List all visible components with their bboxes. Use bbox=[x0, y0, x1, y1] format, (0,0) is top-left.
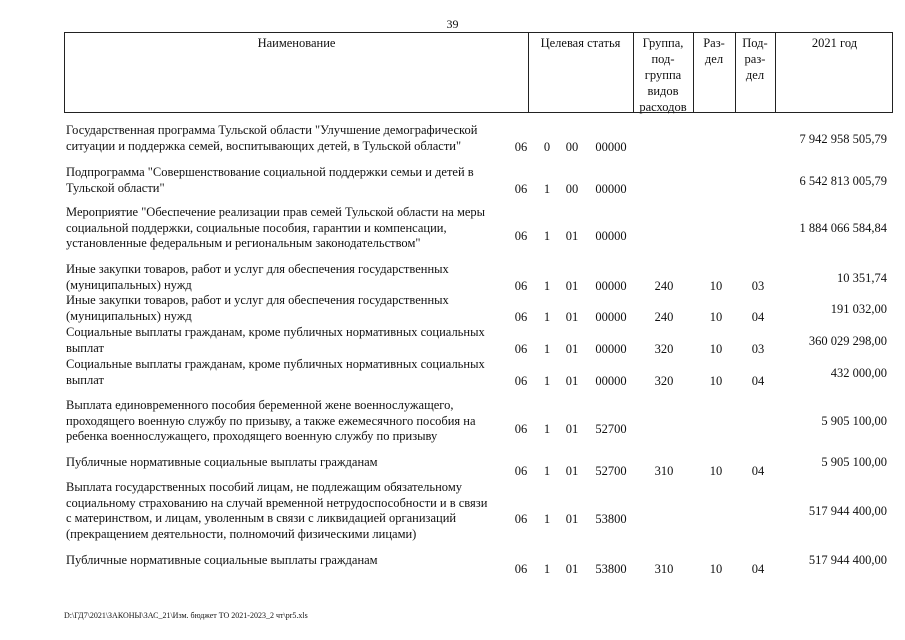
row-name: Публичные нормативные социальные выплаты гражданам bbox=[66, 455, 378, 469]
row-name: Социальные выплаты гражданам, кроме публичных нормативных социальных выплат bbox=[66, 325, 485, 355]
row-c4: 52700 bbox=[595, 463, 627, 478]
row-c2: 1 bbox=[543, 341, 551, 356]
row-amount: 6 542 813 005,79 bbox=[799, 173, 887, 188]
row-name: Государственная программа Тульской области "Улучшение демографической ситуации и поддержка семей, воспитывающих детей, в Тульской области" bbox=[66, 123, 478, 153]
row-c3: 00 bbox=[565, 181, 579, 196]
row-c4: 00000 bbox=[595, 229, 627, 244]
row-c2: 0 bbox=[543, 139, 551, 154]
row-c4: 53800 bbox=[595, 512, 627, 526]
row-c3: 00 bbox=[565, 139, 579, 154]
row-amount: 517 944 400,00 bbox=[808, 504, 887, 518]
row-name: Иные закупки товаров, работ и услуг для обеспечения государственных (муниципальных) нужд bbox=[66, 293, 449, 323]
row-c1: 06 bbox=[514, 139, 528, 154]
row-c4: 00000 bbox=[595, 278, 627, 293]
row-c2: 1 bbox=[543, 181, 551, 196]
row-sec: 10 bbox=[709, 341, 723, 356]
row-name: Иные закупки товаров, работ и услуг для обеспечения государственных (муниципальных) нужд bbox=[66, 262, 449, 292]
row-amount: 191 032,00 bbox=[830, 301, 887, 316]
row-c2: 1 bbox=[543, 373, 551, 388]
row-c3: 01 bbox=[565, 463, 579, 478]
row-name: Мероприятие "Обеспечение реализации прав семей Тульской области на меры социальной поддержки, социальные пособия, гарантии и компенсации, установленные федеральным и региональным законодательством" bbox=[66, 205, 486, 250]
row-c1: 06 bbox=[514, 463, 528, 478]
row-grp: 240 bbox=[654, 309, 674, 324]
row-sub: 04 bbox=[751, 373, 765, 388]
row-c2: 1 bbox=[543, 278, 551, 293]
row-c1: 06 bbox=[514, 561, 528, 576]
header-name: Наименование bbox=[257, 36, 336, 50]
row-c1: 06 bbox=[514, 309, 528, 324]
row-sec: 10 bbox=[709, 373, 723, 388]
row-c1: 06 bbox=[514, 422, 528, 437]
row-sec: 10 bbox=[709, 278, 723, 293]
row-amount: 5 905 100,00 bbox=[821, 414, 887, 429]
row-c3: 01 bbox=[565, 422, 579, 437]
row-sub: 03 bbox=[751, 341, 765, 356]
row-c4: 00000 bbox=[595, 309, 627, 324]
row-c1: 06 bbox=[514, 373, 528, 388]
row-amount: 432 000,00 bbox=[830, 365, 887, 380]
row-amount: 10 351,74 bbox=[837, 270, 887, 285]
row-amount: 5 905 100,00 bbox=[821, 455, 887, 469]
header-year: 2021 год bbox=[811, 36, 858, 50]
row-c4: 52700 bbox=[595, 422, 627, 437]
row-sub: 04 bbox=[751, 463, 765, 478]
row-c3: 01 bbox=[565, 512, 579, 526]
row-name: Социальные выплаты гражданам, кроме публичных нормативных социальных выплат bbox=[66, 357, 485, 387]
header-target: Целевая статья bbox=[540, 36, 621, 50]
row-sub: 04 bbox=[751, 309, 765, 324]
row-amount: 7 942 958 505,79 bbox=[799, 131, 887, 146]
row-sub: 04 bbox=[751, 561, 765, 576]
row-amount: 517 944 400,00 bbox=[808, 553, 887, 567]
header-section: Раз- дел bbox=[703, 36, 725, 66]
header-subsection: Под- раз- дел bbox=[742, 36, 768, 82]
footer-path: D:\ГД7\2021\ЗАКОНЫ\ЗАС_21\Изм. бюджет ТО 2021-2023_2 чт\pr5.xls bbox=[64, 611, 308, 620]
row-c4: 00000 bbox=[595, 139, 627, 154]
row-grp: 310 bbox=[654, 463, 674, 478]
row-grp: 310 bbox=[654, 561, 674, 576]
row-c1: 06 bbox=[514, 512, 528, 526]
row-c2: 1 bbox=[543, 422, 551, 437]
row-c4: 00000 bbox=[595, 181, 627, 196]
row-c2: 1 bbox=[543, 309, 551, 324]
row-c2: 1 bbox=[543, 561, 551, 576]
row-c1: 06 bbox=[514, 278, 528, 293]
row-c4: 00000 bbox=[595, 341, 627, 356]
row-sec: 10 bbox=[709, 463, 723, 478]
row-name: Выплата государственных пособий лицам, не подлежащим обязательному социальному страхованию на случай временной нетрудоспособности и в связи с материнством, и лицам, уволенным в связи с ликвидацией организаций (прекращением деятельности, полномочий физическими лицами) bbox=[66, 480, 488, 541]
row-c2: 1 bbox=[543, 512, 551, 526]
row-sec: 10 bbox=[709, 561, 723, 576]
row-c3: 01 bbox=[565, 278, 579, 293]
row-c3: 01 bbox=[565, 309, 579, 324]
row-c3: 01 bbox=[565, 341, 579, 356]
row-c2: 1 bbox=[543, 229, 551, 244]
row-c4: 53800 bbox=[595, 561, 627, 576]
row-amount: 360 029 298,00 bbox=[808, 333, 887, 348]
row-name: Подпрограмма "Совершенствование социальной поддержки семьи и детей в Тульской области" bbox=[66, 165, 474, 195]
table-header bbox=[64, 32, 893, 113]
row-c3: 01 bbox=[565, 229, 579, 244]
page-number: 39 bbox=[446, 17, 459, 31]
row-c3: 01 bbox=[565, 373, 579, 388]
row-name: Публичные нормативные социальные выплаты гражданам bbox=[66, 553, 378, 567]
row-c1: 06 bbox=[514, 341, 528, 356]
row-grp: 320 bbox=[654, 373, 674, 388]
row-c4: 00000 bbox=[595, 373, 627, 388]
row-c1: 06 bbox=[514, 181, 528, 196]
row-grp: 240 bbox=[654, 278, 674, 293]
row-grp: 320 bbox=[654, 341, 674, 356]
row-c1: 06 bbox=[514, 229, 528, 244]
row-c3: 01 bbox=[565, 561, 579, 576]
row-sub: 03 bbox=[751, 278, 765, 293]
header-group: Группа, под- группа видов расходов bbox=[639, 36, 687, 114]
row-c2: 1 bbox=[543, 463, 551, 478]
row-amount: 1 884 066 584,84 bbox=[799, 221, 887, 236]
row-sec: 10 bbox=[709, 309, 723, 324]
row-name: Выплата единовременного пособия беременной жене военнослужащего, проходящего военную службу по призыву, а также ежемесячного пособия на ребенка военнослужащего, проходящего военную службу по призыву bbox=[66, 398, 476, 443]
